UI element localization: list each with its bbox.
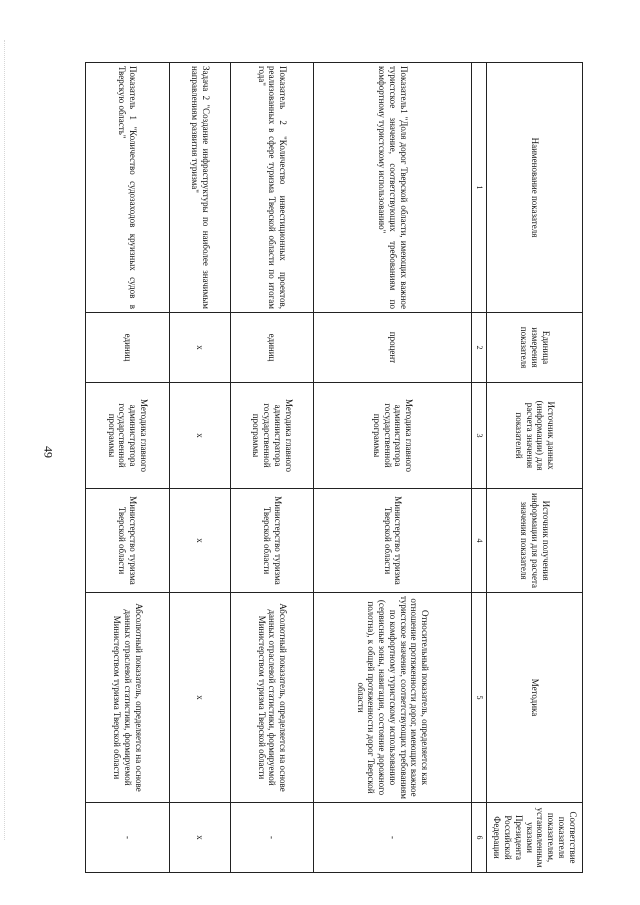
indicator-compliance: -: [314, 803, 471, 873]
indicator-unit: единиц: [230, 313, 314, 383]
indicator-compliance: x: [169, 803, 230, 873]
header-source-info: Источник получения информации для расчета значения показателя: [487, 489, 583, 593]
indicator-source-data: Методика главного администратора государственной программы: [86, 383, 170, 489]
task-name: Задача 2 "Создание инфраструктуры по наиболее значимым направлениям развития туризма": [169, 63, 230, 313]
rotated-table-container: [85, 62, 583, 872]
table-row: [230, 63, 314, 873]
indicator-name: Показатель1 "Доля дорог Тверской области, имеющих важное туристское значение, соответствующих требованиям по комфортному туристскому использованию": [314, 63, 471, 313]
indicator-source-data: x: [169, 383, 230, 489]
header-compliance: Соответствие показателя показателям, установленным указами Президента Российской Федерации: [487, 803, 583, 873]
column-number: 6: [471, 803, 487, 873]
table-row: [169, 63, 230, 873]
indicator-name: Показатель 1 "Количество судозаходов круизных судов в Тверскую область": [86, 63, 170, 313]
scan-margin-marks: [4, 40, 8, 840]
column-number-row: [471, 63, 487, 873]
indicator-compliance: -: [230, 803, 314, 873]
indicator-source-data: Методика главного администратора государственной программы: [230, 383, 314, 489]
indicator-unit: x: [169, 313, 230, 383]
column-number: 1: [471, 63, 487, 313]
column-number: 4: [471, 489, 487, 593]
header-method: Методика: [487, 593, 583, 803]
indicator-method: Абсолютный показатель, определяется на основе данных отраслевой статистики, формируемой Министерством туризма Тверской области: [86, 593, 170, 803]
header-name: Наименование показателя: [487, 63, 583, 313]
header-row: [487, 63, 583, 873]
indicator-source-info: Министерство туризма Тверской области: [230, 489, 314, 593]
indicator-compliance: -: [86, 803, 170, 873]
header-source-data: Источник данных (информации) для расчета значения показателей: [487, 383, 583, 489]
indicators-table: [85, 62, 583, 873]
column-number: 2: [471, 313, 487, 383]
indicator-unit: процент: [314, 313, 471, 383]
page-number: 49: [41, 446, 56, 458]
indicator-name: Показатель 2 "Количество инвестиционных проектов, реализованных в сфере туризма Тверской области по итогам года": [230, 63, 314, 313]
indicator-source-data: Методика главного администратора государственной программы: [314, 383, 471, 489]
indicator-source-info: x: [169, 489, 230, 593]
column-number: 5: [471, 593, 487, 803]
indicator-unit: единиц: [86, 313, 170, 383]
indicator-source-info: Министерство туризма Тверской области: [86, 489, 170, 593]
table-row: [86, 63, 170, 873]
indicator-source-info: Министерство туризма Тверской области: [314, 489, 471, 593]
column-number: 3: [471, 383, 487, 489]
indicator-method: x: [169, 593, 230, 803]
header-unit: Единица измерения показателя: [487, 313, 583, 383]
indicator-method: Относительный показатель, определяется как отношение протяженности дорог, имеющих важное туристское значение, соответствующих требованиям по комфортному туристскому использованию (сервисные зоны, навигация, состояние дорожного полотна), к общей протяженности дорог Тверской области: [314, 593, 471, 803]
table-row: [314, 63, 471, 873]
indicator-method: Абсолютный показатель, определяется на основе данных отраслевой статистики, формируемой Министерством туризма Тверской области: [230, 593, 314, 803]
